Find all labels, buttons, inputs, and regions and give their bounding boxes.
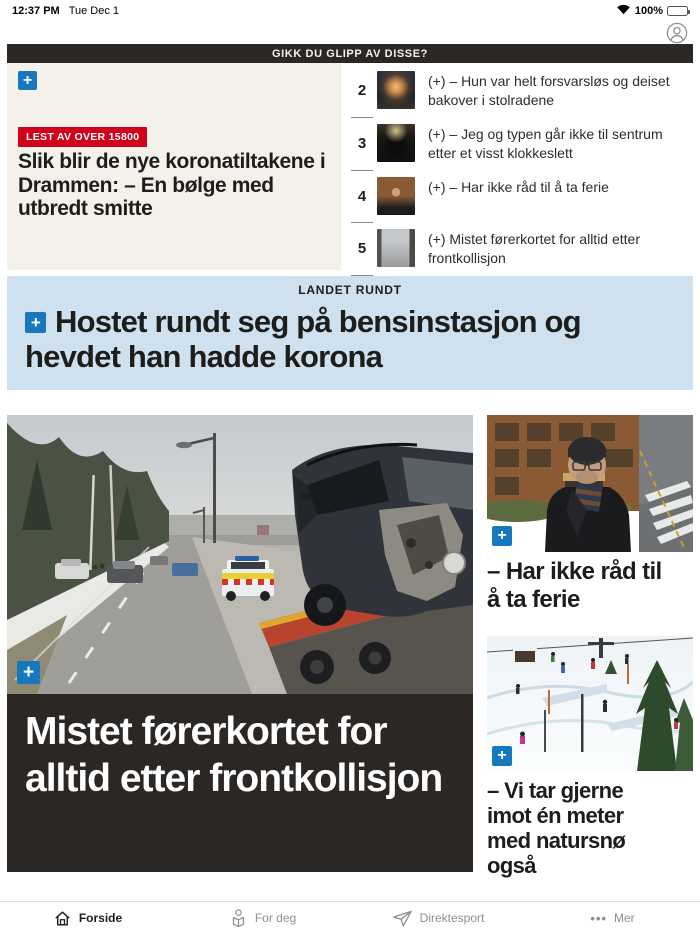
article-title[interactable]: (+) Mistet førerkortet for alltid etter frontkollisjon: [428, 231, 640, 266]
tab-bar: [0, 901, 700, 934]
rank-number: 5: [357, 240, 367, 257]
article-title[interactable]: (+) – Hun var helt forsvarsløs og deiset bakover i stolradene: [428, 73, 670, 108]
list-item[interactable]: [347, 227, 693, 280]
side-article-headline[interactable]: – Har ikke råd til å ta ferie: [487, 558, 662, 613]
missed-section-header: [7, 44, 693, 63]
paper-plane-icon: [391, 908, 413, 928]
status-bar: [0, 0, 700, 20]
lead-article-headline[interactable]: Slik blir de nye koronatiltakene i Drammen: – En bølge med utbredt smitte: [18, 150, 326, 220]
side-article-headline[interactable]: – Vi tar gjerne imot én meter med natursnø også: [487, 778, 626, 878]
main-headline-panel[interactable]: [7, 694, 473, 872]
read-count-badge: LEST AV OVER 15800: [18, 127, 147, 147]
profile-button[interactable]: [666, 22, 688, 44]
rank-number: 2: [357, 82, 367, 99]
list-item[interactable]: [347, 69, 693, 122]
police-car: [222, 556, 274, 601]
landet-rundt-headline[interactable]: +Hostet rundt seg på bensinstasjon og hevdet han hadde korona: [25, 304, 675, 374]
lead-article[interactable]: [7, 63, 341, 270]
list-item[interactable]: [347, 175, 693, 227]
battery-percent: 100%: [634, 5, 663, 17]
main-article-headline[interactable]: Mistet førerkortet for alltid etter frontkollisjon: [25, 710, 443, 800]
tab-for-deg[interactable]: [175, 902, 350, 934]
tab-forside[interactable]: [0, 902, 175, 934]
plus-icon: [18, 71, 37, 90]
side-column: [487, 415, 693, 878]
list-item[interactable]: [347, 122, 693, 175]
tab-label: Forside: [78, 911, 123, 925]
article-thumbnail: [377, 124, 415, 162]
most-read-list: [341, 63, 693, 270]
more-dots-icon: •••: [590, 910, 607, 926]
top-section: [7, 63, 693, 270]
tab-label: For deg: [254, 911, 297, 925]
article-title[interactable]: (+) – Jeg og typen går ikke til sentrum etter et visst klokkeslett: [428, 126, 663, 161]
rank-number: 3: [357, 135, 367, 152]
tab-label: Mer: [613, 911, 635, 925]
article-thumbnail: [377, 71, 415, 109]
ski-photo[interactable]: [487, 636, 693, 772]
rank-number: 4: [357, 188, 367, 205]
profile-icon: [666, 22, 688, 44]
portrait-photo[interactable]: [487, 415, 693, 552]
article-title[interactable]: (+) – Har ikke råd til å ta ferie: [428, 179, 609, 195]
plus-icon: [492, 746, 512, 766]
clock: 12:37 PM: [12, 5, 60, 17]
date: Tue Dec 1: [68, 5, 120, 17]
plus-icon: [17, 661, 40, 684]
plus-icon: [25, 312, 46, 333]
article-thumbnail: [377, 177, 415, 215]
section-label: LANDET RUNDT: [298, 283, 402, 297]
person-reading-icon: [229, 908, 248, 928]
tab-mer[interactable]: [525, 902, 700, 934]
wifi-icon: [616, 4, 631, 18]
home-icon: [53, 909, 72, 928]
plus-icon: [492, 526, 512, 546]
crash-photo[interactable]: [7, 415, 473, 694]
missed-section-title: GIKK DU GLIPP AV DISSE?: [271, 47, 428, 60]
tab-label: Direktesport: [419, 911, 485, 925]
main-article[interactable]: [7, 415, 473, 872]
article-thumbnail: [377, 229, 415, 267]
tab-direktesport[interactable]: [350, 902, 525, 934]
battery-icon: [667, 6, 688, 16]
landet-rundt-section: [7, 276, 693, 390]
